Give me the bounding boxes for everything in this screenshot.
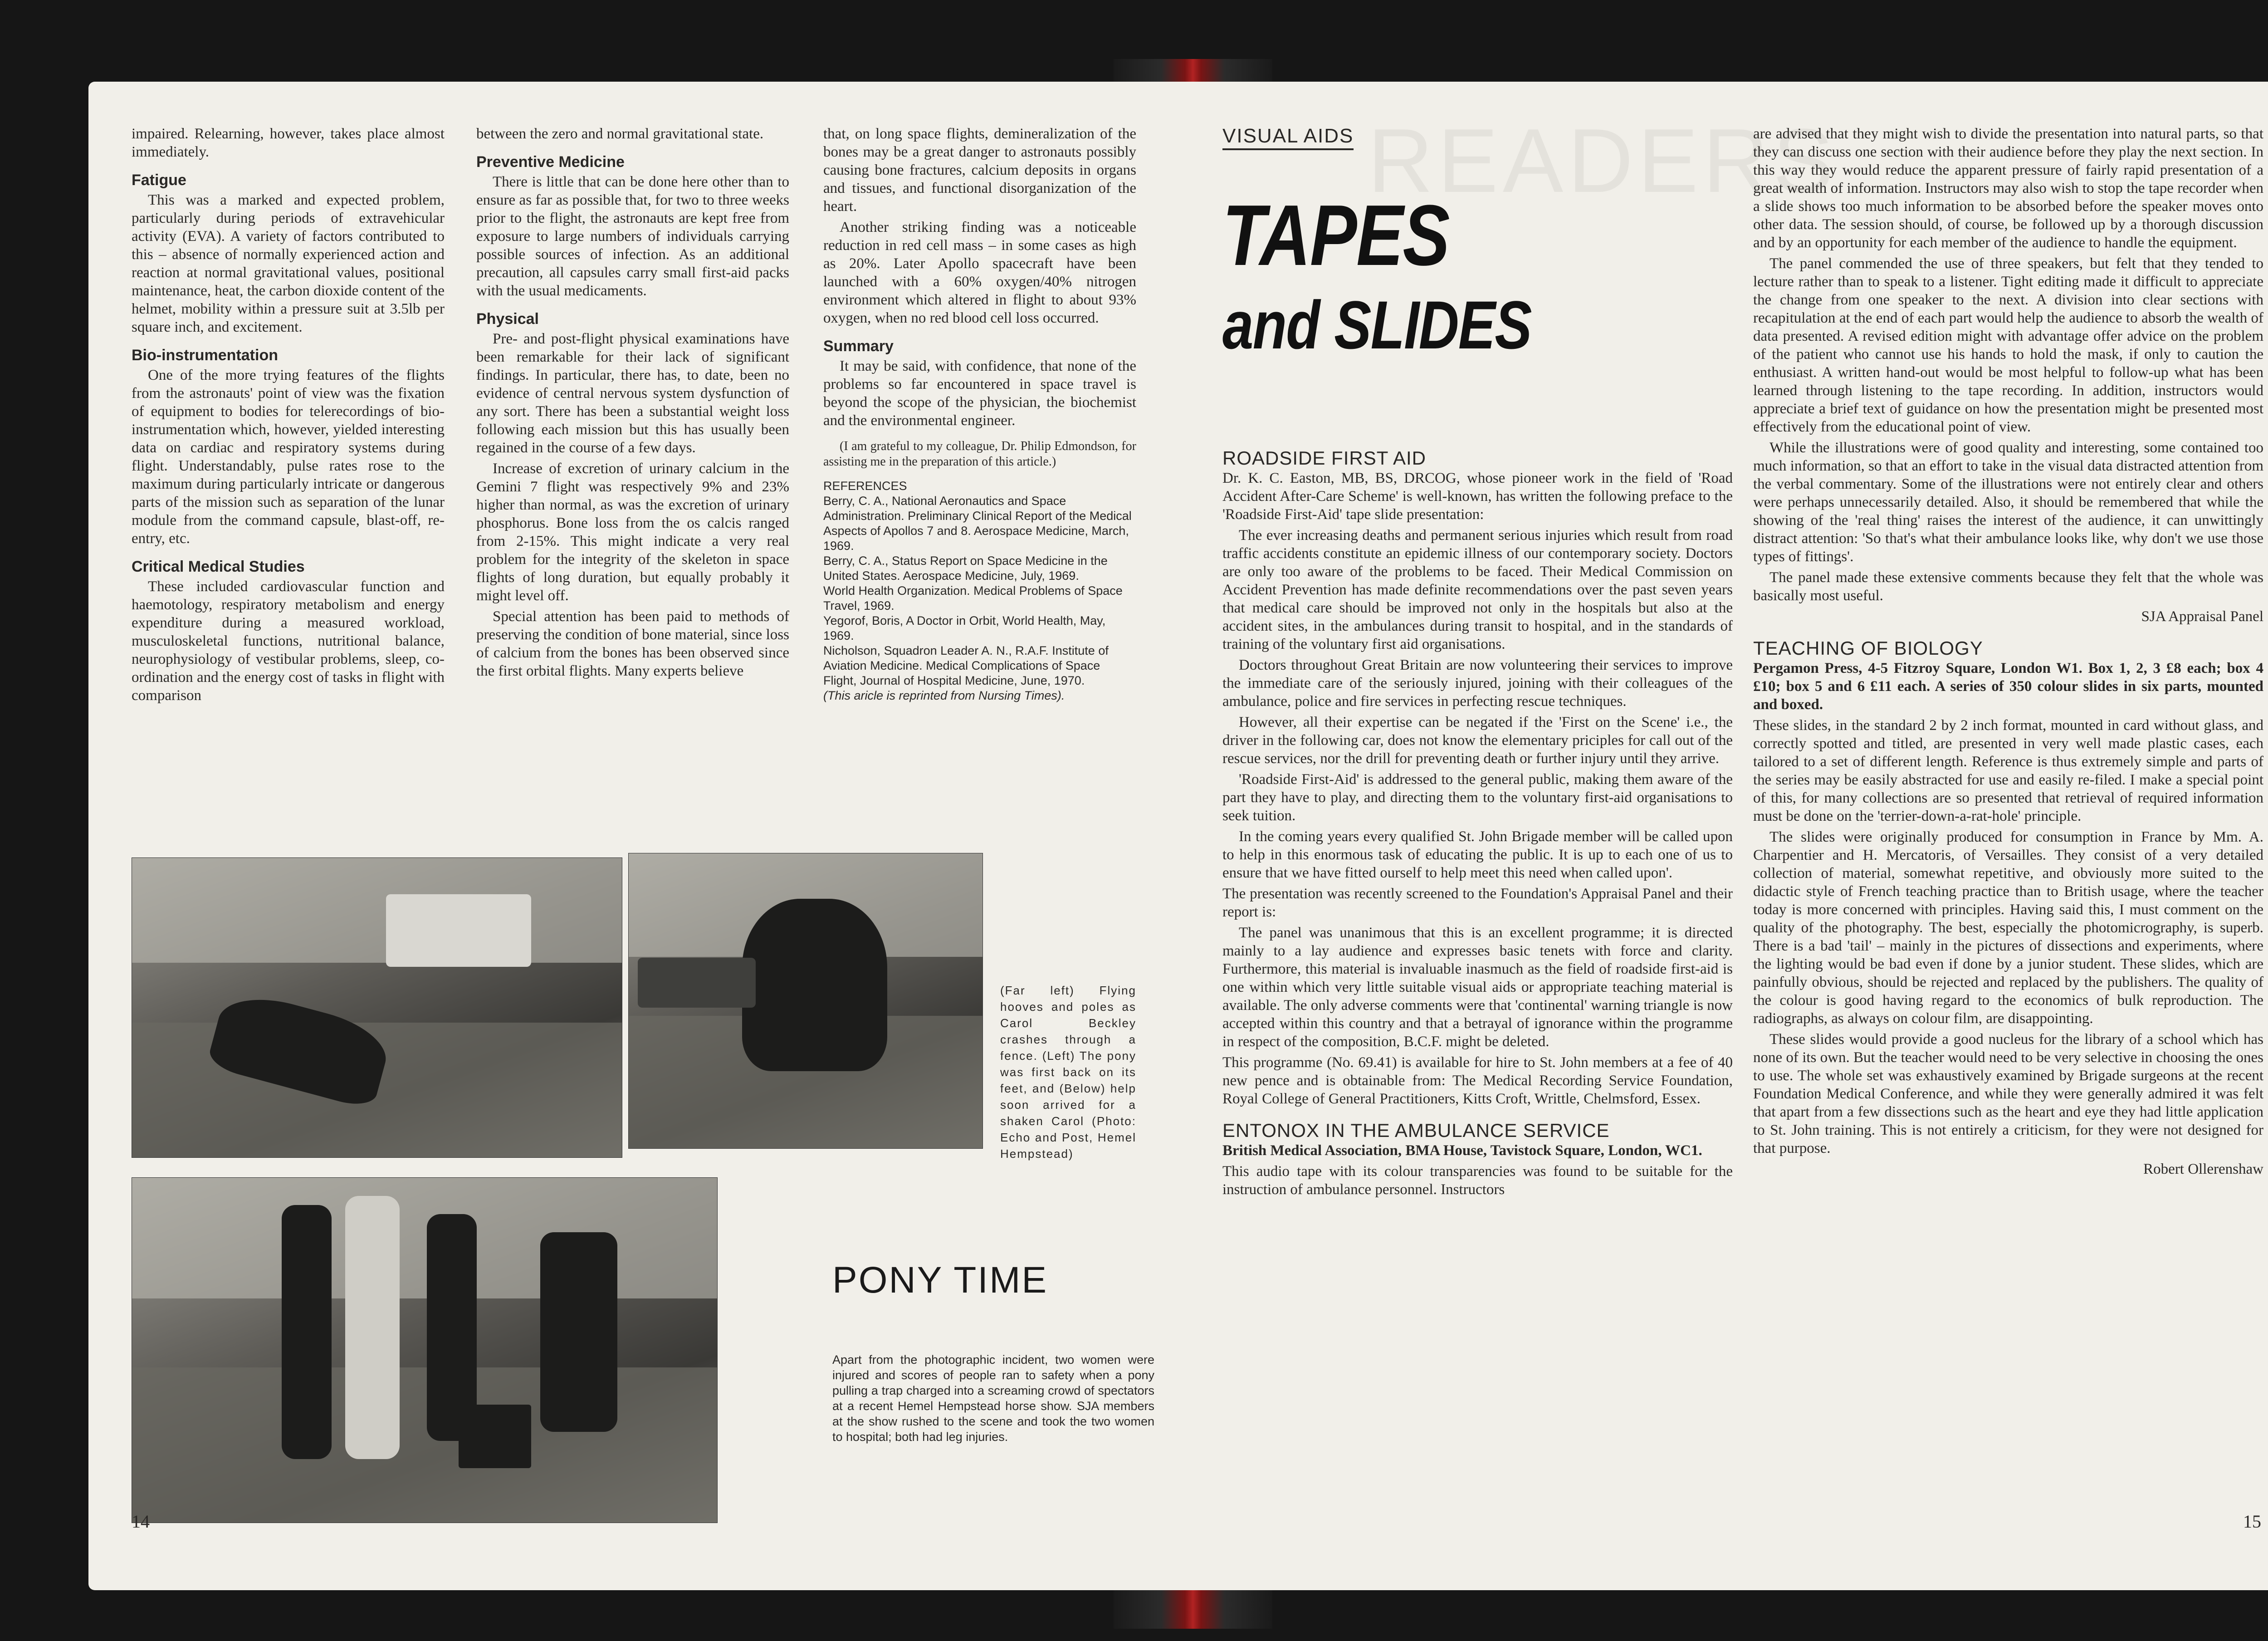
right-column-2: [1753, 125, 2263, 1181]
paragraph: These slides, in the standard 2 by 2 inch format, mounted in card without glass, and correctly spotted and titled, are presented in very well made plastic cases, each tailored to a set of different length. Reference is thus extremely simple and parts of the series may be easily abstracted for use and easily re-filed. I make a special point of this, for many collections are so presented that retrieval of required information must be done on the 'terrier-down-a-rat-hole' principle.: [1753, 717, 2263, 824]
photo-help-arrives: [132, 1177, 718, 1523]
paragraph: This was a marked and expected problem, particularly during periods of extravehicular activity (EVA). A variety of factors contributed to this – absence of normally experienced action and reaction at normal gravitational values, positional maintenance, heat, the carbon dioxide content of the helmet, mobility within a pressure suit at 3.5lb per square inch, and excitement.: [132, 192, 445, 335]
paragraph: These slides would provide a good nucleus for the library of a school which has none of its own. But the teacher would need to be very selective in choosing the ones to use. The whole set was exhaustively examined by Brigade surgeons at the recent Foundation Medical Conference, and while they were generally admired it was felt that apart from a few dissections such as the heart and eye they had little application to St. John training. This is not entirely a criticism, for they were not designed for that purpose.: [1753, 1031, 2263, 1156]
reference-item: World Health Organization. Medical Problems of Space Travel, 1969.: [823, 584, 1123, 612]
paragraph: The ever increasing deaths and permanent serious injuries which result from road traffic accidents constitute an epidemic illness of our contemporary society. Doctors are only too aware of the problems to be faced. Their Medical Commission on Accident Prevention has made definite recommendations over the past seven years that medical care should be improved not only in the hospitals but also at the accident sites, in the ambulances during transit to hospital, and in the standards of training of the voluntary first aid organisations.: [1222, 527, 1733, 652]
paragraph: The slides were originally produced for consumption in France by Mm. A. Charpentier and H. Mercatoris, of Versailles. They consist of a very detailed collection of material, somewhat repetitive, and obviously more suited to the didactic style of French teaching practice than to British usage, where the teacher today is more concerned with principles. Having said this, I must comment on the quality of the photography. The best, especially the photomicrography, is superb. There is a bad 'tail' – mainly in the pictures of dissections and experiments, where the lighting would be bad even if done by a junior student. These slides, which are painfully obvious, should be rejected and replaced by the publishers. The quality of the colour is good having regard to the economics of bulk reproduction. The radiographs, as always on colour film, are disappointing.: [1753, 829, 2263, 1027]
paragraph: 'Roadside First-Aid' is addressed to the general public, making them aware of the part they have to play, and directing them to the voluntary first-aid organisations to seek tuition.: [1222, 771, 1733, 824]
article-title-line2: and SLIDES: [1222, 287, 1531, 363]
paragraph: Apart from the photographic incident, two women were injured and scores of people ran to safety when a pony pulling a trap charged into a screaming crowd of spectators at a recent Hemel Hempstead horse show. SJA members at the show rushed to the scene and took the two women to hospital; both had leg injuries.: [832, 1353, 1154, 1444]
signature: Robert Ollerenshaw: [2143, 1161, 2263, 1177]
heading-entonox: ENTONOX IN THE AMBULANCE SERVICE: [1222, 1120, 1610, 1141]
page-number: 14: [132, 1511, 150, 1532]
paragraph: Dr. K. C. Easton, MB, BS, DRCOG, whose pioneer work in the field of 'Road Accident After-Care Scheme' is well-known, has written the following preface to the 'Roadside First-Aid' tape slide presentation:: [1222, 470, 1733, 523]
acknowledgement: (I am grateful to my colleague, Dr. Philip Edmondson, for assisting me in the preparation of this article.): [823, 439, 1136, 469]
paragraph: Special attention has been paid to methods of preserving the condition of bone material, since loss of calcium from the bones has been observed since the first orbital flights. Many experts believe: [476, 608, 789, 679]
paragraph: Another striking finding was a noticeable reduction in red cell mass – in some cases as high as 20%. Later Apollo spacecraft have been launched with a 60% oxygen/40% nitrogen environment which altered in flight to about 93% oxygen, when no red blood cell loss occurred.: [823, 219, 1136, 326]
signature: SJA Appraisal Panel: [2141, 608, 2263, 625]
page-number: 15: [2243, 1511, 2261, 1532]
paragraph: This programme (No. 69.41) is available for hire to St. John members at a fee of 40 new pence and is obtainable from: The Medical Recording Service Foundation, Royal College of General Practitioners, Kitts Croft, Writtle, Chelmsford, Essex.: [1222, 1054, 1733, 1107]
paragraph: The presentation was recently screened to the Foundation's Appraisal Panel and their report is:: [1222, 886, 1733, 920]
section-kicker: VISUAL AIDS: [1222, 125, 1354, 150]
left-column-2: [476, 125, 789, 683]
reference-item: Yegorof, Boris, A Doctor in Orbit, World Health, May, 1969.: [823, 614, 1106, 642]
paragraph: Increase of excretion of urinary calcium in the Gemini 7 flight was respectively 9% and 23% higher than normal, as was the excretion of urinary phosphorus. Bone loss from the os calcis ranged from 2-15%. This might indicate a very real problem for the integrity of the skeleton in space flights of long duration, but equally probably it might level off.: [476, 460, 789, 604]
photo-caption: (Far left) Flying hooves and poles as Carol Beckley crashes through a fence. (Left) The pony was first back on its feet, and (Below) help soon arrived for a shaken Carol (Photo: Echo and Post, Hemel Hempstead): [1000, 984, 1136, 1161]
paragraph: The panel commended the use of three speakers, but felt that they tended to lecture rather than to speak to a listener. Tight editing made it difficult to appreciate the change from one speaker to the next. A division into clear sections with recapitulation at the end of each part would help the audience to absorb the wealth of data presented. A revised edition might with advantage offer advice on the problem of the patient who cannot use his hands to hold the mask, if only to caution the enthusiast. A written hand-out would be most helpful to follow-up what has been learned through listening to the tape recording. In addition, instructors would appreciate a brief text of guidance on how the presentation might be presented most effectively from the educational point of view.: [1753, 255, 2263, 435]
reference-item: Berry, C. A., National Aeronautics and Space Administration. Preliminary Clinical Report of the Medical Aspects of Apollos 7 and 8. Aerospace Medicine, March, 1969.: [823, 494, 1132, 553]
paragraph: However, all their expertise can be negated if the 'First on the Scene' i.e., the driver in the following car, does not know the elementary priciples for call out of the rescue services, nor the drill for preventing death or further injury until they arrive.: [1222, 714, 1733, 767]
heading-roadside-first-aid: ROADSIDE FIRST AID: [1222, 447, 1426, 469]
left-page: [88, 82, 1195, 1590]
pony-time-heading: PONY TIME: [832, 1259, 1048, 1301]
left-column-3: [823, 125, 1136, 703]
paragraph: between the zero and normal gravitational state.: [476, 126, 764, 142]
paragraph: In the coming years every qualified St. John Brigade member will be called upon to help in this enormous task of educating the public. It is up to each one of us to ensure that we have fitted ourself to help meet this need when called upon'.: [1222, 828, 1733, 881]
paragraph: are advised that they might wish to divide the presentation into natural parts, so that they can discuss one section with their audience before they play the next section. In this way they would reduce the apparent pressure of fairly rapid presentation of a great wealth of information. Instructors may also wish to stop the tape recorder when a slide shows too much information to be absorbed before the speaker moves onto other data. The session should, of course, be followed up by a thorough discussion and by an opportunity for each member of the audience to handle the equipment.: [1753, 126, 2263, 251]
paragraph: The panel made these extensive comments because they felt that the whole was basically most useful.: [1753, 569, 2263, 604]
paragraph: One of the more trying features of the flights from the astronauts' point of view was the fixation of equipment to bodies for telerecordings of bio-instrumentation which, however, yielded interesting data on cardiac and respiratory systems during flight. Understandably, pulse rates rose to the maximum during particularly intricate or dangerous parts of the mission such as separation of the lunar module from the command capsule, blast-off, re-entry, etc.: [132, 367, 445, 547]
subheading-physical: Physical: [476, 310, 539, 328]
paragraph: There is little that can be done here other than to ensure as far as possible that, for two to three weeks prior to the flight, the astronauts are kept free from exposure to large numbers of individuals carrying possible sources of infection. As an additional precaution, all capsules carry small first-aid packs with the usual medicaments.: [476, 174, 789, 299]
left-column-1: [132, 125, 445, 707]
paragraph: While the illustrations were of good quality and interesting, some contained too much information, so that an effort to take in the visual data distracted attention from the verbal commentary. Some of the illustrations were not entirely clear and others were perhaps unnecessarily detailed. Also, it should be remembered that while the showing of the 'real thing' raises the interest of the audience, it can unwittingly distract attention: 'So that's what their ambulance looks like, why don't we use those types of fittings'.: [1753, 440, 2263, 565]
right-page: [1186, 82, 2268, 1590]
photo-pony-standing: [628, 853, 983, 1149]
references-heading: REFERENCES: [823, 479, 907, 493]
article-title-line1: TAPES: [1222, 187, 1449, 284]
subheading-summary: Summary: [823, 338, 894, 355]
paragraph: The panel was unanimous that this is an excellent programme; it is directed mainly to a lay audience and expresses basic tenets with force and clarity. Furthermore, this material is invaluable inasmuch as the field of roadside first-aid is one within which very little suitable visual aids or appropriate teaching material is available. The only adverse comments were that 'continental' warning triangle is now accepted within this country and that a betrayal of ignorance within the programme in respect of the composition, B.C.F. might be deleted.: [1222, 925, 1733, 1050]
source-line: British Medical Association, BMA House, Tavistock Square, London, WC1.: [1222, 1142, 1702, 1159]
ghost-title: READERS: [1368, 110, 1838, 211]
subheading-preventive-medicine: Preventive Medicine: [476, 153, 625, 171]
paragraph: Doctors throughout Great Britain are now volunteering their services to improve the immediate care of the seriously injured, joining with their colleagues of the ambulance, police and fire services in perfecting rescue techniques.: [1222, 657, 1733, 710]
paragraph: impaired. Relearning, however, takes place almost immediately.: [132, 126, 445, 160]
subheading-critical-studies: Critical Medical Studies: [132, 558, 305, 575]
paragraph: These included cardiovascular function and haemotology, respiratory metabolism and energy expenditure during a measured workload, musculoskeletal functions, nutritional balance, neurophysiology of vestibular problems, sleep, co-ordination and the energy cost of tasks in flight with comparison: [132, 578, 445, 704]
reference-item: Berry, C. A., Status Report on Space Medicine in the United States. Aerospace Medicine, July, 1969.: [823, 554, 1108, 583]
paragraph: It may be said, with confidence, that none of the problems so far encountered in space travel is beyond the scope of the physician, the biochemist and the environmental engineer.: [823, 358, 1136, 429]
source-line: Pergamon Press, 4-5 Fitzroy Square, London W1. Box 1, 2, 3 £8 each; box 4 £10; box 5 and 6 £11 each. A series of 350 colour slides in six parts, mounted and boxed.: [1753, 660, 2263, 713]
subheading-fatigue: Fatigue: [132, 171, 186, 189]
paragraph: that, on long space flights, demineralization of the bones may be a great danger to astronauts possibly causing bone fractures, calcium deposits in organs and tissues, and functional disorganization of the heart.: [823, 126, 1136, 215]
right-column-1: [1222, 436, 1733, 1201]
reference-item: Nicholson, Squadron Leader A. N., R.A.F. Institute of Aviation Medicine. Medical Complications of Space Flight, Journal of Hospital Medicine, June, 1970.: [823, 644, 1109, 687]
photo-pony-fall: [132, 857, 622, 1158]
reference-item: (This aricle is reprinted from Nursing Times).: [823, 689, 1065, 702]
paragraph: This audio tape with its colour transparencies was found to be suitable for the instruction of ambulance personnel. Instructors: [1222, 1163, 1733, 1198]
subheading-bio-instrumentation: Bio-instrumentation: [132, 347, 278, 364]
paragraph: Pre- and post-flight physical examinations have been remarkable for their lack of significant findings. In particular, there has, to date, been no evidence of central nervous system dysfunction of any sort. There has been a substantial weight loss following each mission but this has usually been regained in the course of a few days.: [476, 331, 789, 456]
heading-teaching-biology: TEACHING OF BIOLOGY: [1753, 637, 1983, 659]
references: [823, 479, 1136, 703]
pony-time-text: [832, 1352, 1154, 1447]
